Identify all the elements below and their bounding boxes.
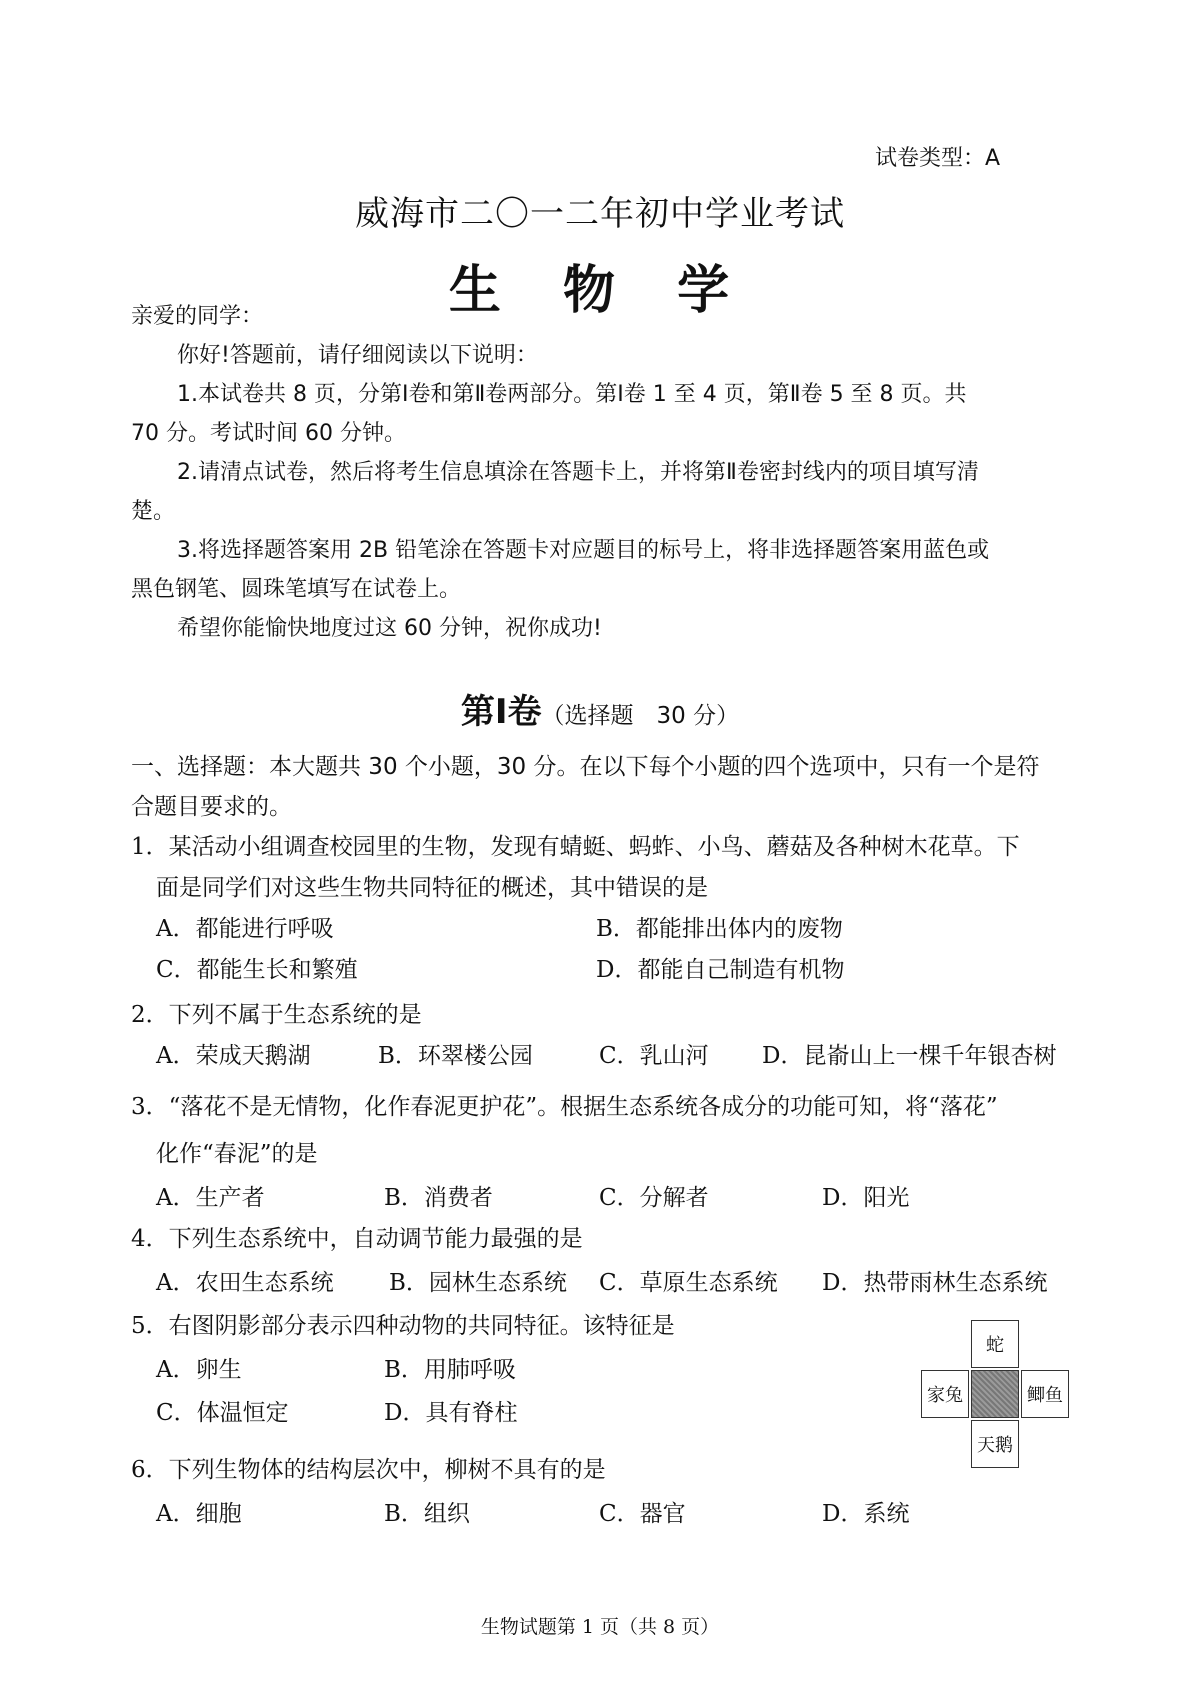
question-1-line2: 面是同学们对这些生物共同特征的概述，其中错误的是 xyxy=(156,875,708,901)
question-5-line1: 5．右图阴影部分表示四种动物的共同特征。该特征是 xyxy=(131,1313,675,1339)
question-2-option-d: D．昆嵛山上一棵千年银杏树 xyxy=(762,1043,1057,1069)
question-3-option-c: C．分解者 xyxy=(599,1185,709,1211)
question-3-line1: 3．“落花不是无情物，化作春泥更护花”。根据生态系统各成分的功能可知，将“落花” xyxy=(131,1094,998,1120)
question-1-line1: 1．某活动小组调查校园里的生物，发现有蜻蜓、蚂蚱、小鸟、蘑菇及各种树木花草。下 xyxy=(131,834,1020,860)
question-5-option-c: C．体温恒定 xyxy=(156,1400,289,1426)
question-6-option-b: B．组织 xyxy=(384,1501,470,1527)
section-heading xyxy=(0,684,1200,733)
question-1-option-d: D．都能自己制造有机物 xyxy=(596,957,845,983)
paper-type: 试卷类型：A xyxy=(874,146,1000,171)
question-3-option-a: A．生产者 xyxy=(156,1185,265,1211)
question-4-option-b: B．园林生态系统 xyxy=(389,1270,567,1296)
question-4-option-a: A．农田生态系统 xyxy=(156,1270,334,1296)
question-2-option-a: A．荣成天鹅湖 xyxy=(156,1043,311,1069)
question-1-option-a: A．都能进行呼吸 xyxy=(156,916,334,942)
instruction-1-line2: 70 分。考试时间 60 分钟。 xyxy=(131,421,406,446)
question-2-option-c: C．乳山河 xyxy=(599,1043,709,1069)
common-features-diagram xyxy=(921,1320,1071,1470)
subject-title: 生 物 学 xyxy=(448,260,752,321)
part-instruction-line2: 合题目要求的。 xyxy=(131,794,292,820)
diagram-cell-rabbit: 家兔 xyxy=(921,1370,969,1418)
diagram-cell-snake: 蛇 xyxy=(971,1320,1019,1368)
question-1-option-c: C．都能生长和繁殖 xyxy=(156,957,358,983)
question-2-option-b: B．环翠楼公园 xyxy=(378,1043,533,1069)
greeting: 亲爱的同学： xyxy=(131,304,264,329)
page-footer: 生物试题第 1 页（共 8 页） xyxy=(480,1616,720,1638)
section-heading-sub: （选择题 30 分） xyxy=(541,703,740,729)
question-6-option-c: C．器官 xyxy=(599,1501,686,1527)
exam-title: 威海市二〇一二年初中学业考试 xyxy=(355,194,845,234)
question-5-option-a: A．卵生 xyxy=(156,1357,242,1383)
question-4-option-c: C．草原生态系统 xyxy=(599,1270,778,1296)
question-4-line1: 4．下列生态系统中，自动调节能力最强的是 xyxy=(131,1226,583,1252)
intro-text: 你好!答题前，请仔细阅读以下说明： xyxy=(177,343,538,368)
diagram-cell-crucian-carp: 鲫鱼 xyxy=(1021,1370,1069,1418)
question-6-option-a: A．细胞 xyxy=(156,1501,242,1527)
instruction-3-line1: 3.将选择题答案用 2B 铅笔涂在答题卡对应题目的标号上，将非选择题答案用蓝色或 xyxy=(177,538,990,563)
question-6-line1: 6．下列生物体的结构层次中，柳树不具有的是 xyxy=(131,1457,606,1483)
question-3-option-b: B．消费者 xyxy=(384,1185,493,1211)
question-3-line2: 化作“春泥”的是 xyxy=(156,1141,318,1167)
instruction-1-line1: 1.本试卷共 8 页，分第Ⅰ卷和第Ⅱ卷两部分。第Ⅰ卷 1 至 4 页，第Ⅱ卷 5 至 8 页。共 xyxy=(177,382,967,407)
closing-text: 希望你能愉快地度过这 60 分钟，祝你成功! xyxy=(177,616,602,641)
question-5-option-b: B．用肺呼吸 xyxy=(384,1357,516,1383)
part-instruction-line1: 一、选择题：本大题共 30 个小题，30 分。在以下每个小题的四个选项中，只有一个是符 xyxy=(131,754,1040,780)
question-3-option-d: D．阳光 xyxy=(822,1185,910,1211)
question-1-option-b: B．都能排出体内的废物 xyxy=(596,916,843,942)
question-5-option-d: D．具有脊柱 xyxy=(384,1400,518,1426)
question-2-line1: 2．下列不属于生态系统的是 xyxy=(131,1002,422,1028)
instruction-2-line2: 楚。 xyxy=(131,499,176,524)
diagram-cell-swan: 天鹅 xyxy=(971,1420,1019,1468)
instruction-3-line2: 黑色钢笔、圆珠笔填写在试卷上。 xyxy=(131,577,462,602)
question-4-option-d: D．热带雨林生态系统 xyxy=(822,1270,1048,1296)
instruction-2-line1: 2.请清点试卷，然后将考生信息填涂在答题卡上，并将第Ⅱ卷密封线内的项目填写清 xyxy=(177,460,979,485)
section-heading-main: 第Ⅰ卷 xyxy=(460,692,542,732)
diagram-shaded-intersection xyxy=(971,1370,1019,1418)
question-6-option-d: D．系统 xyxy=(822,1501,910,1527)
